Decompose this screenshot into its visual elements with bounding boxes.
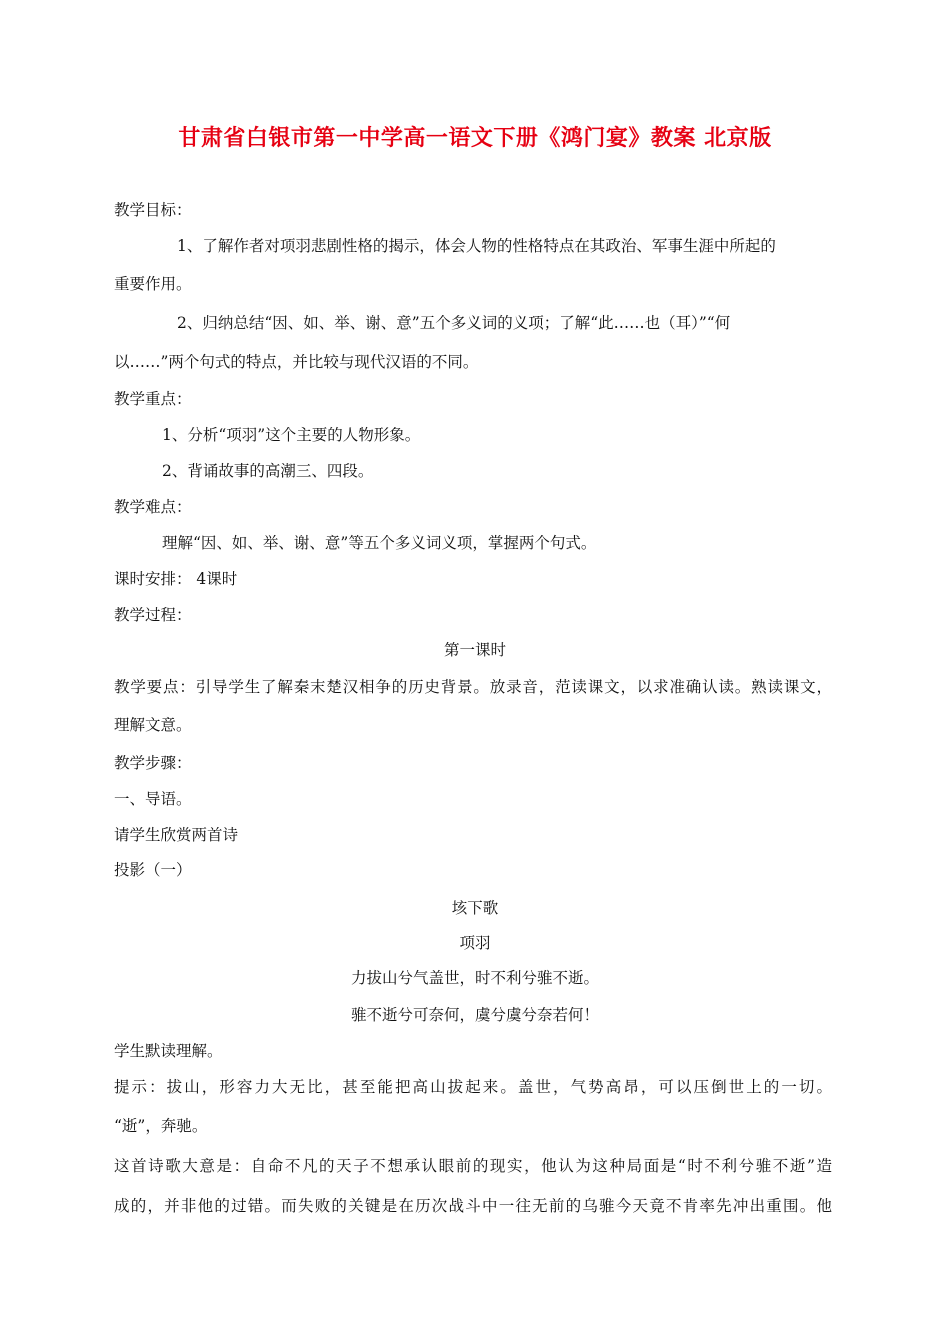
- appreciate-text: 请学生欣赏两首诗: [114, 826, 239, 844]
- hint-line-1: 提示：拔山，形容力大无比，甚至能把高山拔起来。盖世，气势高昂，可以压倒世上的一切。: [114, 1078, 832, 1096]
- meaning-line-1: 这首诗歌大意是：自命不凡的天子不想承认眼前的现实，他认为这种局面是“时不利兮骓不逝”造: [114, 1157, 832, 1175]
- poem-line-2: 骓不逝兮可奈何，虞兮虞兮奈若何！: [350, 1006, 599, 1024]
- steps-heading: 教学步骤：: [114, 754, 192, 772]
- objectives-heading: 教学目标：: [114, 201, 192, 219]
- objective-2-line-1: 2、归纳总结“因、如、举、谢、意”五个多义词的义项；了解“此……也（耳）”“何: [177, 314, 731, 332]
- objective-1-line-1: 1、了解作者对项羽悲剧性格的揭示，体会人物的性格特点在其政治、军事生涯中所起的: [177, 237, 776, 255]
- hint-line-2: “逝”，奔驰。: [114, 1117, 208, 1135]
- objective-1-line-2: 重要作用。: [114, 275, 192, 293]
- projection-label: 投影（一）: [114, 861, 192, 879]
- poem-author: 项羽: [459, 934, 491, 952]
- document-title: 甘肃省白银市第一中学高一语文下册《鸿门宴》教案 北京版: [178, 126, 772, 151]
- lesson-1-heading: 第一课时: [443, 641, 506, 659]
- lesson-1-points-line-1: 教学要点：引导学生了解秦末楚汉相争的历史背景。放录音，范读课文，以求准确认读。熟读课文，: [114, 678, 832, 696]
- poem-line-1: 力拔山兮气盖世，时不利兮骓不逝。: [350, 969, 599, 987]
- process-heading: 教学过程：: [114, 606, 192, 624]
- meaning-line-2: 成的，并非他的过错。而失败的关键是在历次战斗中一往无前的乌骓今天竟不肯率先冲出重围。他: [114, 1197, 832, 1215]
- lesson-1-points-line-2: 理解文意。: [114, 716, 192, 734]
- objective-2-line-2: 以……”两个句式的特点，并比较与现代汉语的不同。: [114, 353, 479, 371]
- key-point-1: 1、分析“项羽”这个主要的人物形象。: [162, 426, 421, 444]
- schedule-text: 课时安排： 4课时: [114, 570, 238, 588]
- difficulty-text: 理解“因、如、举、谢、意”等五个多义词义项，掌握两个句式。: [162, 534, 597, 552]
- poem-title: 垓下歌: [451, 899, 499, 917]
- difficulties-heading: 教学难点：: [114, 498, 192, 516]
- step-1: 一、导语。: [114, 790, 192, 808]
- key-points-heading: 教学重点：: [114, 390, 192, 408]
- key-point-2: 2、背诵故事的高潮三、四段。: [162, 462, 374, 480]
- silent-read-text: 学生默读理解。: [114, 1042, 223, 1060]
